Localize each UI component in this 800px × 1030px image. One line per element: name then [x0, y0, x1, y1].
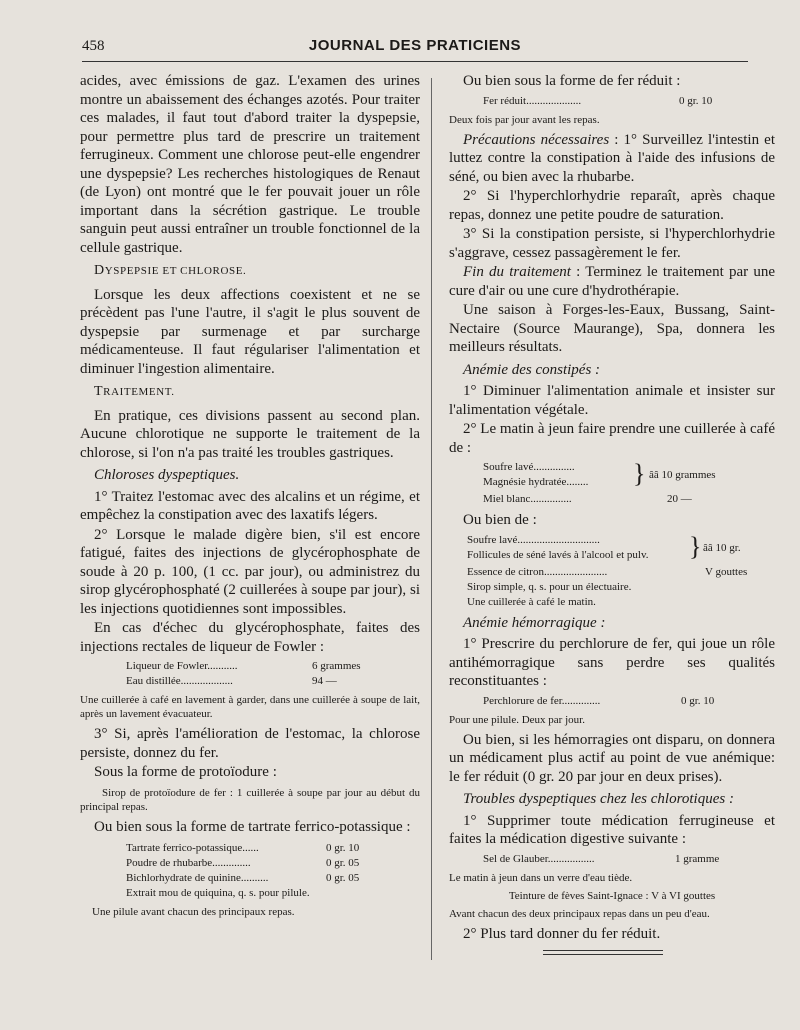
paragraph: Ou bien de : [463, 512, 537, 528]
paragraph: En cas d'échec du glycérophosphate, faites des injections rectales de liqueur de Fowler : [80, 620, 420, 655]
header-rule [82, 61, 748, 62]
journal-title: JOURNAL DES PRATICIENS [308, 37, 522, 54]
prescription-fer-reduit [449, 94, 775, 109]
prescription-line: Essence de citron....................... V gouttes [467, 565, 748, 578]
paragraph: En pratique, ces divisions passent au second plan. Aucune chlorotique ne supporte le traitement de la chlorose, si l'on n'a pas traité les troubles gastriques. [80, 407, 420, 461]
section-heading-dyspepsie: DYSPEPSIE ET CHLOROSE. [94, 263, 247, 278]
paragraph: Ou bien sous la forme de tartrate ferrico-potassique : [94, 818, 411, 835]
section-heading-troubles: Troubles dyspeptiques chez les chlorotiques : [463, 791, 734, 807]
brace-icon: } [633, 459, 646, 488]
paragraph: acides, avec émissions de gaz. L'examen des urines montre un abaissement des échanges azotés. Pour traiter ces malades, il faut tout d'abord traiter la dyspepsie, pour permettre plus tard de prescrire un traitement ferrugineux. Comment une chlorose peut-elle engendrer une dyspepsie? Les recherches histologiques de Renaut (de Lyon) ont montré que le fer pouvait jouer un rôle important dans la sécrétion gastrique. Le trouble sanguin peut aussi entraîner un trouble fonctionnel de la cellule gastrique. [80, 73, 420, 256]
prescription-brace-group [449, 460, 775, 492]
paragraph: Ou bien, si les hémorragies ont disparu, on donnera un médicament plus actif au point de vue anémique: le fer réduit (0 gr. 20 par jour en deux prises). [449, 731, 775, 785]
prescription-line: Une cuillerée à café le matin. [467, 595, 596, 608]
prescription-line: Bichlorhydrate de quinine.......... 0 gr. 05 [126, 872, 360, 884]
paragraph: Fin du traitement : Terminez le traitement par une cure d'air ou une cure d'hydrothérapie. [449, 264, 775, 299]
paragraph: 1° Traitez l'estomac avec des alcalins et un régime, et empêchez la constipation avec des laxatifs légers. [80, 488, 420, 523]
prescription-fowler [80, 659, 420, 689]
prescription-line: Tartrate ferrico-potassique...... 0 gr. 10 [126, 842, 360, 854]
prescription-line: Soufre lavé............... [483, 461, 575, 473]
prescription-note: Une cuillerée à café en lavement à garder, dans une cuillerée à soupe de lait, après un lavement évacuateur. [80, 694, 420, 720]
prescription-line: Poudre de rhubarbe.............. 0 gr. 05 [126, 857, 360, 869]
right-column [449, 72, 775, 944]
prescription-line: Follicules de séné lavés à l'alcool et pulv. [467, 548, 649, 561]
prescription-line: Miel blanc............... 20 — [483, 493, 692, 505]
section-heading-hemorragique: Anémie hémorragique : [463, 614, 606, 631]
prescription-line: Perchlorure de fer.............. 0 gr. 10 [483, 694, 715, 707]
paragraph: 1° Diminuer l'alimentation animale et insister sur l'alimentation végétale. [449, 383, 775, 418]
prescription-qty: ââ 10 grammes [649, 469, 716, 481]
paragraph: 3° Si la constipation persiste, si l'hyperchlorhydrie s'aggrave, cessez passagèrement le fer. [449, 226, 775, 261]
paragraph: 2° Lorsque le malade digère bien, s'il est encore fatigué, faites des injections de glycérophosphate de soude à 20 p. 100, (1 cc. par jour), ou administrez du sirop glycérophosphaté (2 cuillerées à soupe par jour), si les injections quotidiennes sont impossibles. [80, 526, 420, 617]
prescription-note: Teinture de fèves Saint-Ignace : V à VI gouttes [508, 889, 716, 902]
prescription-soufre [449, 460, 775, 507]
section-heading-traitement: TRAITEMENT. [94, 384, 175, 399]
prescription-line: Fer réduit.................... 0 gr. 10 [483, 94, 713, 107]
prescription-line: Sirop simple, q. s. pour un électuaire. [467, 580, 632, 593]
prescription-note: Le matin à jeun dans un verre d'eau tiède. [449, 871, 633, 884]
prescription-note: Une pilule avant chacun des principaux repas. [92, 906, 295, 918]
paragraph: Précautions nécessaires : 1° Surveillez l'intestin et luttez contre la constipation à l'aide des infusions de séné, ou bien avec la rhubarbe. [449, 131, 775, 185]
prescription-line: Sel de Glauber................. 1 gramme [483, 852, 720, 865]
prescription-note: Deux fois par jour avant les repas. [449, 113, 600, 126]
page-header [82, 34, 748, 58]
paragraph: 2° Le matin à jeun faire prendre une cuillerée à café de : [449, 421, 775, 456]
prescription-line: Liqueur de Fowler........... 6 grammes [126, 660, 361, 672]
column-divider [431, 78, 432, 960]
prescription-tartrate [80, 841, 420, 901]
prescription-note: Sirop de protoïodure de fer : 1 cuillerée à soupe par jour au début du principal repas. [80, 786, 420, 813]
prescription-glauber [449, 852, 775, 867]
paragraph: Lorsque les deux affections coexistent et ne se précèdent pas l'une l'autre, il s'agit le plus souvent de dyspepsie par surmenage et par surcharge médicamenteuse. Il faut régulariser l'alimentation et diminuer l'ingestion alimentaire. [80, 286, 420, 377]
paragraph: Une saison à Forges-les-Eaux, Bussang, Saint-Nectaire (Source Maurange), Spa, donnera les meilleurs résultats. [449, 302, 775, 355]
prescription-follicules [449, 533, 775, 610]
paragraph: 1° Supprimer toute médication ferrugineuse et faites la médication digestive suivante : [449, 812, 775, 847]
paragraph: Sous la forme de protoïodure : [94, 764, 277, 780]
closing-rule [543, 950, 663, 958]
prescription-brace-group [449, 533, 775, 565]
prescription-perchlorure [449, 694, 775, 709]
paragraph: 1° Prescrire du perchlorure de fer, qui joue un rôle antihémorragique sans perdre ses qualités reconstituantes : [449, 636, 775, 689]
paragraph: 2° Si l'hyperchlorhydrie reparaît, après chaque repas, donnez une petite poudre de saturation. [449, 188, 775, 223]
prescription-note: Avant chacun des deux principaux repas dans un peu d'eau. [449, 907, 710, 920]
paragraph: 2° Plus tard donner du fer réduit. [463, 925, 661, 942]
section-heading-chloroses: Chloroses dyspeptiques. [94, 467, 240, 483]
paragraph: 3° Si, après l'amélioration de l'estomac, la chlorose persiste, donnez du fer. [80, 726, 420, 761]
prescription-line: Soufre lavé.............................. [467, 533, 600, 546]
page-number: 458 [82, 38, 105, 54]
section-heading-constipes: Anémie des constipés : [463, 361, 601, 378]
brace-icon: } [689, 531, 702, 561]
prescription-line: Magnésie hydratée........ [483, 476, 589, 488]
prescription-qty: ââ 10 gr. [703, 541, 741, 554]
prescription-line: Extrait mou de quiquina, q. s. pour pilule. [126, 887, 310, 899]
prescription-line: Eau distillée................... 94 — [126, 675, 337, 687]
prescription-note: Pour une pilule. Deux par jour. [449, 713, 585, 726]
left-column [80, 72, 420, 923]
paragraph: Ou bien sous la forme de fer réduit : [463, 73, 681, 89]
